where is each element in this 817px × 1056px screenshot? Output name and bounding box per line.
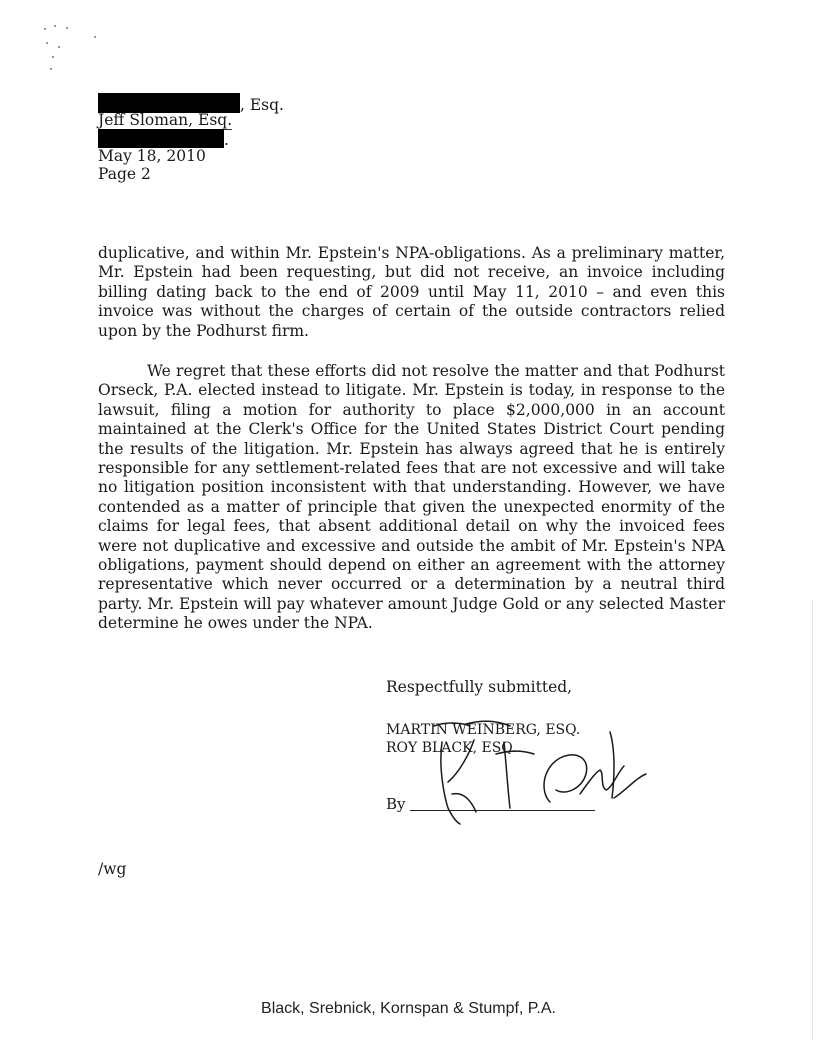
letter-header <box>98 93 284 183</box>
recipient-1-suffix: , Esq. <box>240 96 284 114</box>
recipient-3 <box>98 129 284 147</box>
page-number: Page 2 <box>98 165 151 183</box>
firm-footer: Black, Srebnick, Kornspan & Stumpf, P.A. <box>261 1000 556 1017</box>
handwritten-signature <box>400 712 660 832</box>
typist-initials: /wg <box>98 860 127 878</box>
letter-date: May 18, 2010 <box>98 147 206 165</box>
redaction-block <box>98 93 240 113</box>
scan-edge <box>812 600 813 1040</box>
signer-2: ROY BLACK, ESQ. <box>386 740 517 756</box>
body-paragraph-2: We regret that these efforts did not resolve the matter and that Podhurst Orseck, P.A. elected instead to litigate. Mr. Epstein is today, in response to the lawsuit, filing a motion for authority to place $2,000,000 in an account maintained at the Clerk's Office for the United States District Court pending the results of the litigation. Mr. Epstein has always agreed that he is entirely responsible for any settlement-related fees that are not excessive and will take no litigation position inconsistent with that understanding. However, we have contended as a matter of principle that given the unexpected enormity of the claims for legal fees, that absent additional detail on why the invoiced fees were not duplicative and excessive and outside the ambit of Mr. Epstein's NPA obligations, payment should depend on either an agreement with the attorney representative which never occurred or a determination by a neutral third party. Mr. Epstein will pay whatever amount Judge Gold or any selected Master determine he owes under the NPA. <box>98 362 725 633</box>
redaction-block <box>98 129 224 148</box>
recipient-3-suffix: . <box>224 131 229 149</box>
closing-salutation: Respectfully submitted, <box>386 678 573 696</box>
recipient-1 <box>98 93 284 114</box>
by-label: By <box>386 795 406 813</box>
scan-specks <box>40 22 110 82</box>
recipient-2-name: Jeff Sloman, Esq. <box>98 111 233 129</box>
signer-1: MARTIN WEINBERG, ESQ. <box>386 722 581 738</box>
body-paragraph-1: duplicative, and within Mr. Epstein's NPA-obligations. As a preliminary matter, Mr. Epstein had been requesting, but did not receive, an invoice including billing dating back to the end of 2009 until May 11, 2010 – and even this invoice was without the charges of certain of the outside contractors relied upon by the Podhurst firm. <box>98 244 725 340</box>
